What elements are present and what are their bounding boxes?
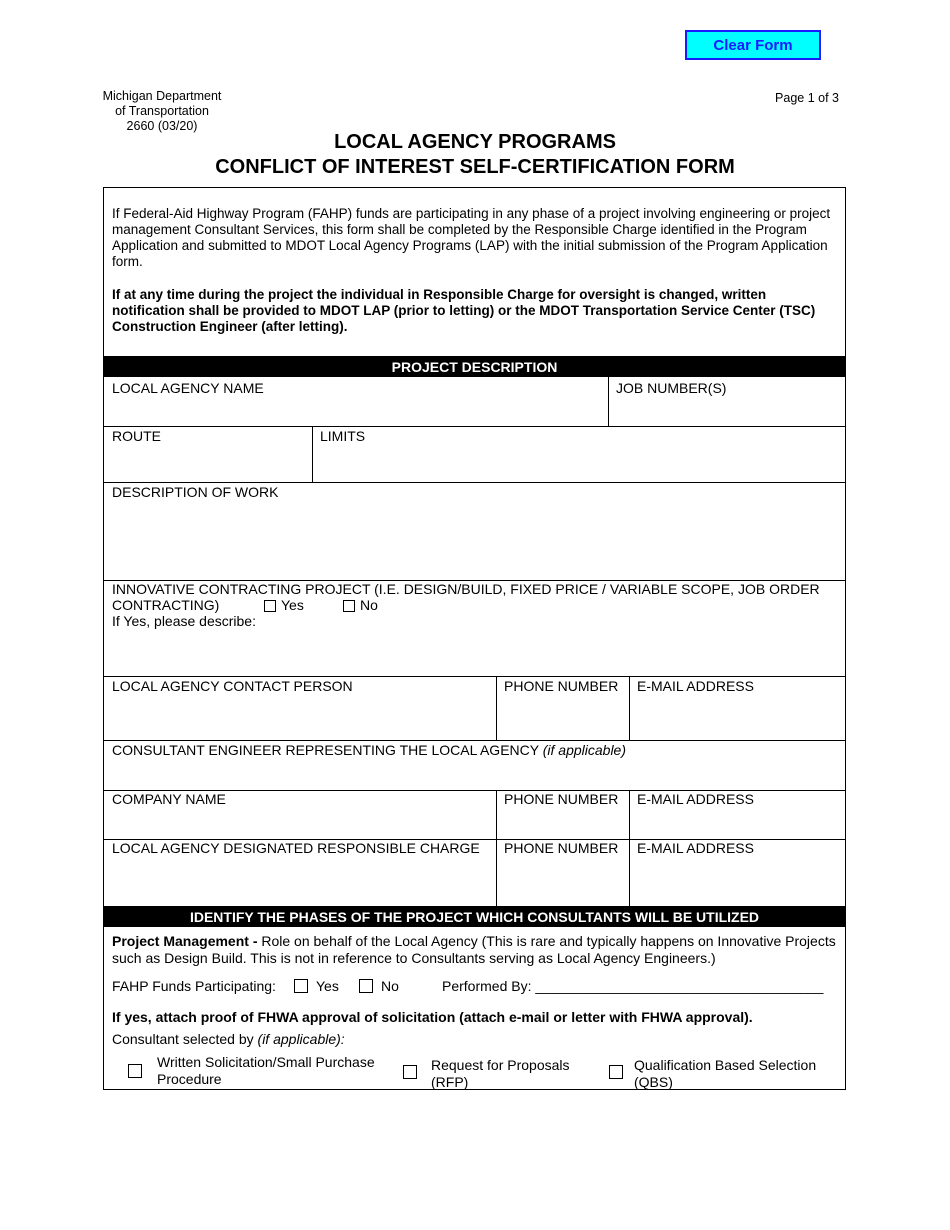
responsible-charge-label: LOCAL AGENCY DESIGNATED RESPONSIBLE CHARGE	[112, 840, 480, 856]
option2-line2: (RFP)	[431, 1073, 469, 1090]
responsible-phone-label: PHONE NUMBER	[504, 840, 619, 856]
option-rfp-label	[431, 1057, 570, 1090]
divider	[629, 790, 630, 839]
contact-person-field[interactable]	[112, 696, 492, 736]
company-email-field[interactable]	[637, 808, 837, 836]
company-email-label: E-MAIL ADDRESS	[637, 791, 754, 807]
project-management-description: Role on behalf of the Local Agency (This is rare and typically happens on Innovative Projects such as Design Build. This is not in reference to Consultants serving as Local Agency Engineers.)	[112, 933, 836, 966]
intro-bold-paragraph: If at any time during the project the individual in Responsible Charge for oversight is changed, written notification shall be provided to MDOT LAP (prior to letting) or the MDOT Transportation Service Center (TSC) Construction Engineer (after letting).	[112, 287, 816, 334]
fahp-yes-option[interactable]	[294, 978, 339, 995]
company-name-field[interactable]	[112, 808, 492, 836]
divider	[312, 426, 313, 482]
route-label: ROUTE	[112, 428, 161, 444]
option-qbs-label	[634, 1057, 816, 1090]
consultant-selected-text: Consultant selected by	[112, 1031, 254, 1047]
job-numbers-field[interactable]	[616, 396, 838, 424]
divider	[496, 676, 497, 740]
divider	[629, 839, 630, 906]
consultant-engineer-field[interactable]	[112, 760, 838, 788]
fahp-yes-checkbox[interactable]	[294, 979, 308, 993]
innovative-yes-checkbox[interactable]	[264, 600, 276, 612]
limits-label: LIMITS	[320, 428, 366, 444]
form-body	[103, 187, 846, 1090]
if-yes-describe-label: If Yes, please describe:	[112, 613, 256, 629]
contact-email-label: E-MAIL ADDRESS	[637, 678, 754, 694]
innovative-contracting-label: INNOVATIVE CONTRACTING PROJECT (I.E. DESIGN/BUILD, FIXED PRICE / VARIABLE SCOPE, JOB ORDER	[112, 581, 820, 597]
fahp-no-label: No	[381, 978, 399, 994]
innovative-yes-option[interactable]	[264, 597, 304, 613]
responsible-email-field[interactable]	[637, 858, 837, 902]
contact-person-label: LOCAL AGENCY CONTACT PERSON	[112, 678, 353, 694]
option-rfp-checkbox[interactable]	[403, 1064, 422, 1082]
option-written-solicitation-checkbox[interactable]	[128, 1063, 147, 1081]
option1-line1: Written Solicitation/Small Purchase	[157, 1054, 375, 1070]
innovative-description-field[interactable]	[112, 631, 838, 675]
form-number: 2660 (03/20)	[126, 119, 198, 133]
responsible-phone-field[interactable]	[504, 858, 624, 902]
consultant-selected-label	[112, 1031, 345, 1048]
consultant-engineer-label	[112, 742, 626, 758]
responsible-email-label: E-MAIL ADDRESS	[637, 840, 754, 856]
innovative-yes-label: Yes	[281, 597, 304, 613]
divider	[104, 676, 845, 677]
fhwa-approval-note: If yes, attach proof of FHWA approval of solicitation (attach e-mail or letter with FHWA approval).	[112, 1009, 753, 1025]
innovative-no-option[interactable]	[343, 597, 378, 613]
department-header	[100, 89, 224, 134]
project-description-heading: PROJECT DESCRIPTION	[104, 356, 845, 377]
dept-line-1: Michigan Department	[102, 89, 222, 103]
form-title-line-1: LOCAL AGENCY PROGRAMS	[334, 131, 616, 153]
option3-line2: (QBS)	[634, 1073, 673, 1090]
innovative-contracting-label-2: CONTRACTING)	[112, 597, 220, 613]
company-name-label: COMPANY NAME	[112, 791, 226, 807]
divider	[496, 790, 497, 839]
route-field[interactable]	[112, 446, 307, 480]
responsible-charge-field[interactable]	[112, 858, 492, 902]
option-written-solicitation-label	[157, 1054, 375, 1087]
description-of-work-label: DESCRIPTION OF WORK	[112, 484, 279, 500]
divider	[104, 482, 845, 483]
consultant-engineer-note: (if applicable)	[542, 742, 626, 758]
divider	[629, 676, 630, 740]
fahp-no-checkbox[interactable]	[359, 979, 373, 993]
consultant-engineer-text: CONSULTANT ENGINEER REPRESENTING THE LOCAL AGENCY	[112, 742, 539, 758]
description-of-work-field[interactable]	[112, 502, 838, 578]
contact-phone-label: PHONE NUMBER	[504, 678, 619, 694]
performed-by-field[interactable]: Performed By: _____________________________________	[442, 978, 824, 994]
form-title-line-2: CONFLICT OF INTEREST SELF-CERTIFICATION FORM	[215, 156, 735, 178]
innovative-no-checkbox[interactable]	[343, 600, 355, 612]
local-agency-name-label: LOCAL AGENCY NAME	[112, 380, 264, 396]
contact-phone-field[interactable]	[504, 696, 624, 736]
phases-heading: IDENTIFY THE PHASES OF THE PROJECT WHICH CONSULTANTS WILL BE UTILIZED	[104, 906, 845, 927]
divider	[104, 740, 845, 741]
option2-line1: Request for Proposals	[431, 1057, 570, 1073]
fahp-no-option[interactable]	[359, 978, 399, 995]
contact-email-field[interactable]	[637, 696, 837, 736]
innovative-no-label: No	[360, 597, 378, 613]
option3-line1: Qualification Based Selection	[634, 1057, 817, 1073]
consultant-selected-note: (if applicable):	[257, 1031, 345, 1047]
divider	[608, 377, 609, 426]
page-number: Page 1 of 3	[775, 91, 839, 105]
company-phone-field[interactable]	[504, 808, 624, 836]
limits-field[interactable]	[320, 446, 838, 480]
clear-form-button[interactable]: Clear Form	[685, 30, 821, 60]
divider	[496, 839, 497, 906]
divider	[104, 426, 845, 427]
dept-line-2: of Transportation	[115, 104, 209, 118]
option-qbs-checkbox[interactable]	[609, 1064, 628, 1082]
intro-paragraph: If Federal-Aid Highway Program (FAHP) funds are participating in any phase of a project involving engineering or project management Consultant Services, this form shall be completed by the Responsible Charge identified in the Program Application and submitted to MDOT Local Agency Programs (LAP) with the initial submission of the Program Application form.	[112, 206, 831, 269]
option1-line2: Procedure	[157, 1070, 222, 1087]
project-management-title: Project Management -	[112, 933, 258, 949]
fahp-yes-label: Yes	[316, 978, 339, 994]
company-phone-label: PHONE NUMBER	[504, 791, 619, 807]
project-management-text	[112, 933, 840, 966]
fahp-funds-label: FAHP Funds Participating:	[112, 978, 276, 994]
local-agency-name-field[interactable]	[112, 396, 602, 424]
job-numbers-label: JOB NUMBER(S)	[616, 380, 727, 396]
